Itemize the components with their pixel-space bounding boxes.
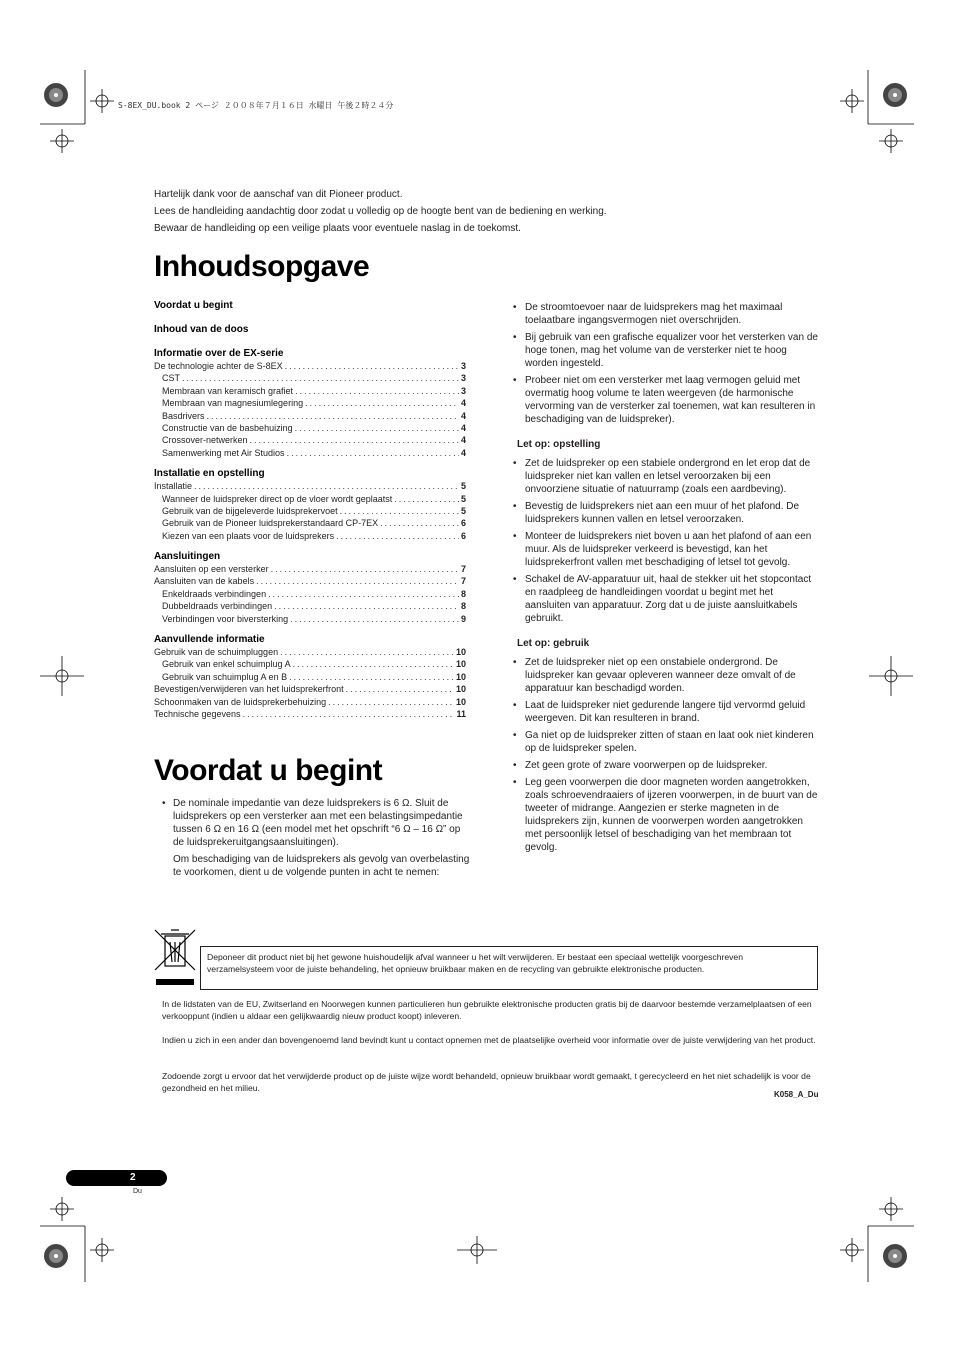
toc-row[interactable]: [154, 494, 466, 506]
toc-entry-title: Gebruik van de Pioneer luidsprekerstandaard CP-7EX: [162, 518, 379, 529]
toc-section-heading[interactable]: Informatie over de EX-serie: [154, 348, 284, 359]
weee-notice-box: Deponeer dit product niet bij het gewone huishoudelijk afval wanneer u het wilt verwijderen. Er bestaat een speciaal wettelijk voorgeschreven verzamelsysteem voor de juiste behandeling, het opnieuw bruikbaar maken en de recycling van gebruikte elektronische producten.: [200, 946, 818, 990]
page-language: Du: [133, 1188, 142, 1195]
toc-row[interactable]: [154, 564, 466, 576]
page-tab: [66, 1170, 167, 1186]
begint-paragraph: De nominale impedantie van deze luidsprekers is 6 Ω. Sluit de luidsprekers op een versterker aan met een belastingsimpedantie tussen 6 Ω en 16 Ω (een model met het opschrift “6 Ω – 16 Ω” op de luidsprekeruitgangsaansluitingen).: [173, 798, 463, 848]
toc-page-number: 8: [460, 588, 466, 599]
registration-rosette-icon: [883, 1244, 907, 1268]
toc-page-number: 7: [460, 564, 466, 575]
toc-section-inhoud[interactable]: Inhoud van de doos: [154, 324, 249, 335]
list-item: • Monteer de luidsprekers niet boven u aan het plafond of aan een muur. Als de luidspreker verkeerd is bevestigd, kan het luidsprekerfront vallen met beschadiging of letsel tot gevolg.: [513, 530, 821, 569]
list-item: • Bij gebruik van een grafische equalizer voor het versterken van de hoge tonen, mag het volume van de versterker niet te hoog worden ingesteld.: [513, 331, 821, 370]
list-item: • Zet de luidspreker op een stabiele ondergrond en let erop dat de luidspreker niet kan vallen en letsel veroorzaken bij een onvoorziene situatie of natuurramp (zoals een aardbeving).: [513, 457, 821, 496]
toc-row[interactable]: [154, 589, 466, 601]
toc-page-number: 4: [460, 447, 466, 458]
toc-page-number: 10: [455, 684, 466, 695]
toc-row[interactable]: [154, 659, 466, 671]
toc-page-number: 4: [460, 422, 466, 433]
toc-entry-title: Gebruik van enkel schuimplug A: [162, 659, 291, 670]
toc-page-number: 3: [460, 361, 466, 371]
bullet-list: [513, 457, 821, 625]
list-item: • De stroomtoevoer naar de luidsprekers mag het maximaal toelaatbare ingangsvermogen niet overschrijden.: [513, 301, 821, 327]
weee-bin-icon: [155, 930, 195, 970]
weee-paragraph: Indien u zich in een ander dan bovengenoemd land bevindt kunt u contact opnemen met de plaatselijke overheid voor informatie over de juiste verwijdering van het product.: [162, 1035, 816, 1045]
toc-entry-title: Gebruik van de bijgeleverde luidsprekervoet: [162, 505, 338, 516]
toc-page-number: 5: [460, 481, 466, 492]
list-item: • Probeer niet om een versterker met laag vermogen geluid met overmatig hoog volume te laten weergeven (de harmonische vervorming van de versterker zal toenemen, wat kan resulteren in beschadiging van de luidspreker).: [513, 374, 821, 426]
list-item: • Zet de luidspreker niet op een onstabiele ondergrond. De luidspreker kan gevaar opleveren wanneer deze omvalt of de apparatuur kan beschadigd worden.: [513, 656, 821, 695]
list-item: • Schakel de AV-apparatuur uit, haal de stekker uit het stopcontact en raadpleeg de handleidingen voordat u begint met het aansluiten van apparatuur. Zorg dat u de juiste aansluitkabels gebruikt.: [513, 573, 821, 625]
toc-entry-title: Dubbeldraads verbindingen: [162, 601, 273, 612]
toc-entry-title: Aansluiten van de kabels: [154, 576, 255, 587]
toc-entry-title: Bevestigen/verwijderen van het luidsprekerfront: [154, 684, 344, 695]
toc-section-heading[interactable]: Aansluitingen: [154, 551, 221, 563]
toc-row[interactable]: [154, 614, 466, 626]
toc-page-number: 5: [460, 493, 466, 504]
toc-page-number: 10: [455, 659, 466, 670]
list-item: • Ga niet op de luidspreker zitten of staan en laat ook niet kinderen op de luidspreker spelen.: [513, 729, 821, 755]
toc-row[interactable]: [154, 647, 466, 659]
weee-paragraph: Zodoende zorgt u ervoor dat het verwijderde product op de juiste wijze wordt behandeld, opnieuw bruikbaar wordt gemaakt, t gerecycleerd en het niet schadelijk is voor de gezondheid en het milieu.: [162, 1071, 811, 1093]
toc-page-number: 3: [460, 385, 466, 396]
intro-line-2: Lees de handleiding aandachtig door zodat u volledig op de hoogte bent van de bediening en werking.: [154, 206, 607, 217]
toc-row[interactable]: [154, 398, 466, 410]
weee-bar-icon: [156, 979, 194, 985]
toc-entry-title: Verbindingen voor biversterking: [162, 613, 289, 624]
toc-page-number: 11: [456, 708, 466, 719]
toc-entry-title: Kiezen van een plaats voor de luidsprekers: [162, 530, 335, 541]
toc-page-number: 8: [460, 601, 466, 612]
toc-row[interactable]: [154, 435, 466, 447]
toc-entry-title: Membraan van magnesiumlegering: [162, 398, 304, 409]
toc-entry-title: Enkeldraads verbindingen: [162, 588, 267, 599]
list-item: • Laat de luidspreker niet gedurende langere tijd vervormd geluid weergeven. Dit kan resulteren in brand.: [513, 699, 821, 725]
bullet-list: [513, 301, 821, 426]
toc-entry-title: Gebruik van schuimplug A en B: [162, 671, 288, 682]
toc-page-number: 4: [460, 435, 466, 446]
toc-page-number: 4: [460, 398, 466, 409]
toc-page-number: 9: [460, 613, 466, 624]
toc-page-number: 6: [460, 518, 466, 529]
toc-entry-title: Samenwerking met Air Studios: [162, 447, 285, 458]
list-item: • Leg geen voorwerpen die door magneten worden aangetrokken, zoals schroevendraaiers of ijzeren voorwerpen, in de buurt van de tweeter of midrange. Aangezien er sterke magneten in de luidsprekers zijn, kunnen de voorwerpen worden aangetrokken met persoonlijk letsel of beschadiging van het membraan tot gevolg.: [513, 776, 821, 854]
weee-paragraph: In de lidstaten van de EU, Zwitserland en Noorwegen kunnen particulieren hun gebruikte elektronische producten gratis bij de daarvoor bestemde verzamelplaatsen of een verkooppunt (indien u aldaar een gelijkwaardig nieuw product koopt) inleveren.: [162, 999, 812, 1021]
toc-entry-title: Wanneer de luidspreker direct op de vloer wordt geplaatst: [162, 493, 393, 504]
toc-section-voordat[interactable]: Voordat u begint: [154, 300, 233, 311]
bullet-icon: •: [162, 798, 166, 809]
bullet-list: [513, 656, 821, 854]
toc-page-number: 6: [460, 530, 466, 541]
begint-paragraph: Om beschadiging van de luidsprekers als gevolg van overbelasting te voorkomen, dient u de volgende punten in acht te nemen:: [173, 854, 470, 878]
toc-row[interactable]: [154, 411, 466, 423]
toc-entry-title: Basdrivers: [162, 410, 205, 421]
toc-row[interactable]: [154, 518, 466, 530]
subheading-opstelling: Let op: opstelling: [517, 439, 601, 450]
toc-row[interactable]: [154, 576, 466, 588]
toc-row[interactable]: [154, 601, 466, 613]
toc-row[interactable]: [154, 531, 466, 543]
toc-row[interactable]: [154, 697, 466, 709]
toc-row[interactable]: [154, 709, 466, 721]
toc-section-heading[interactable]: Installatie en opstelling: [154, 468, 265, 480]
toc-entry-title: Constructie van de basbehuizing: [162, 422, 293, 433]
toc-row[interactable]: [154, 373, 466, 385]
table-of-contents: [154, 300, 466, 721]
registration-rosette-icon: [44, 83, 68, 107]
list-item: • Bevestig de luidsprekers niet aan een muur of het plafond. De luidsprekers kunnen vallen en letsel veroorzaken.: [513, 500, 821, 526]
toc-row[interactable]: [154, 506, 466, 518]
toc-row[interactable]: [154, 481, 466, 493]
toc-entry-title: Membraan van keramisch grafiet: [162, 385, 294, 396]
toc-page-number: 10: [455, 647, 466, 658]
toc-entry-title: De technologie achter de S-8EX: [154, 361, 283, 371]
toc-page-number: 7: [460, 576, 466, 587]
begint-body: [162, 797, 472, 883]
toc-title: Inhoudsopgave: [154, 250, 370, 283]
subheading-gebruik: Let op: gebruik: [517, 638, 590, 649]
toc-row[interactable]: [154, 386, 466, 398]
toc-entry-title: Schoonmaken van de luidsprekerbehuizing: [154, 696, 327, 707]
section-title-voordat: Voordat u begint: [154, 754, 383, 787]
toc-row[interactable]: [154, 423, 466, 435]
list-item: • Zet geen grote of zware voorwerpen op de luidspreker.: [513, 759, 821, 772]
intro-line-1: Hartelijk dank voor de aanschaf van dit Pioneer product.: [154, 189, 403, 200]
toc-entry-title: Aansluiten op een versterker: [154, 564, 269, 575]
book-header-info: S-8EX_DU.book 2 ページ ２００８年７月１６日 水曜日 午後２時２４分: [118, 101, 394, 110]
right-column: [513, 301, 821, 858]
toc-row[interactable]: [154, 361, 466, 373]
toc-entry-title: Installatie: [154, 481, 193, 492]
registration-rosette-icon: [44, 1244, 68, 1268]
toc-section-heading[interactable]: Aanvullende informatie: [154, 634, 265, 646]
notice-code: K058_A_Du: [774, 1090, 819, 1099]
toc-row[interactable]: [154, 448, 466, 460]
toc-entry-title: Crossover-netwerken: [162, 435, 248, 446]
toc-page-number: 10: [455, 671, 466, 682]
toc-page-number: 4: [460, 410, 466, 421]
toc-row[interactable]: [154, 684, 466, 696]
toc-row[interactable]: [154, 672, 466, 684]
toc-page-number: 10: [455, 696, 466, 707]
toc-entry-title: Technische gegevens: [154, 708, 241, 719]
intro-line-3: Bewaar de handleiding op een veilige plaats voor eventuele naslag in de toekomst.: [154, 223, 521, 234]
toc-entry-title: Gebruik van de schuimpluggen: [154, 647, 279, 658]
toc-page-number: 3: [460, 373, 466, 384]
page-number: 2: [130, 1172, 136, 1183]
toc-entry-title: CST: [162, 373, 180, 384]
toc-page-number: 5: [460, 505, 466, 516]
registration-rosette-icon: [883, 83, 907, 107]
